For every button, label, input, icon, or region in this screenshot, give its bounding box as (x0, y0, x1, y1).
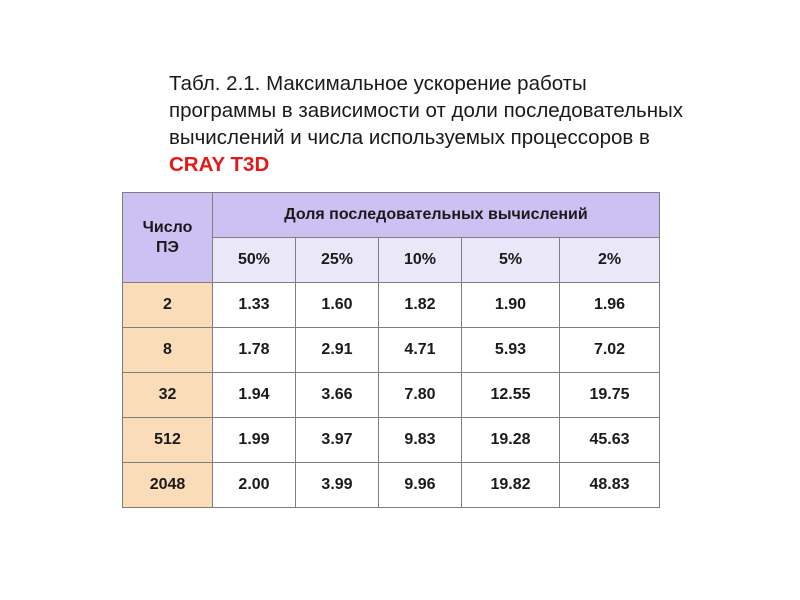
table-cell: 1.82 (379, 283, 462, 328)
table-cell: 9.96 (379, 463, 462, 508)
table-cell: 48.83 (560, 463, 660, 508)
table-row (123, 283, 660, 328)
table-cell: 1.60 (296, 283, 379, 328)
speedup-table (122, 192, 660, 508)
table-row (123, 373, 660, 418)
table-cell: 1.94 (213, 373, 296, 418)
table-cell: 1.90 (462, 283, 560, 328)
table-row (123, 463, 660, 508)
corner-header (123, 193, 213, 283)
table-cell: 3.66 (296, 373, 379, 418)
table-row (123, 328, 660, 373)
table-cell: 45.63 (560, 418, 660, 463)
table-cell: 1.33 (213, 283, 296, 328)
row-header-pe: 512 (123, 418, 213, 463)
table-cell: 1.99 (213, 418, 296, 463)
column-header: 25% (296, 238, 379, 283)
table-cell: 3.97 (296, 418, 379, 463)
table-cell: 1.96 (560, 283, 660, 328)
table-cell: 3.99 (296, 463, 379, 508)
table-cell: 19.28 (462, 418, 560, 463)
corner-label-line2: ПЭ (156, 238, 179, 256)
table-cell: 12.55 (462, 373, 560, 418)
corner-label-line1: Число (142, 218, 193, 236)
table-cell: 5.93 (462, 328, 560, 373)
header-row-top (123, 193, 660, 238)
table-cell: 2.00 (213, 463, 296, 508)
row-header-pe: 32 (123, 373, 213, 418)
column-header: 2% (560, 238, 660, 283)
table-cell: 4.71 (379, 328, 462, 373)
column-header: 50% (213, 238, 296, 283)
caption-highlight: CRAY T3D (169, 153, 270, 176)
group-header: Доля последовательных вычислений (213, 193, 660, 238)
caption-text: Табл. 2.1. Максимальное ускорение работы программы в зависимости от доли последовательных вычислений и числа используемых процессоров в (169, 72, 684, 149)
table-cell: 19.82 (462, 463, 560, 508)
row-header-pe: 2 (123, 283, 213, 328)
row-header-pe: 2048 (123, 463, 213, 508)
table-caption (169, 70, 689, 178)
table-cell: 2.91 (296, 328, 379, 373)
row-header-pe: 8 (123, 328, 213, 373)
table-cell: 7.02 (560, 328, 660, 373)
table-cell: 9.83 (379, 418, 462, 463)
table-cell: 7.80 (379, 373, 462, 418)
column-header: 10% (379, 238, 462, 283)
column-header: 5% (462, 238, 560, 283)
table-cell: 1.78 (213, 328, 296, 373)
table-cell: 19.75 (560, 373, 660, 418)
table-row (123, 418, 660, 463)
